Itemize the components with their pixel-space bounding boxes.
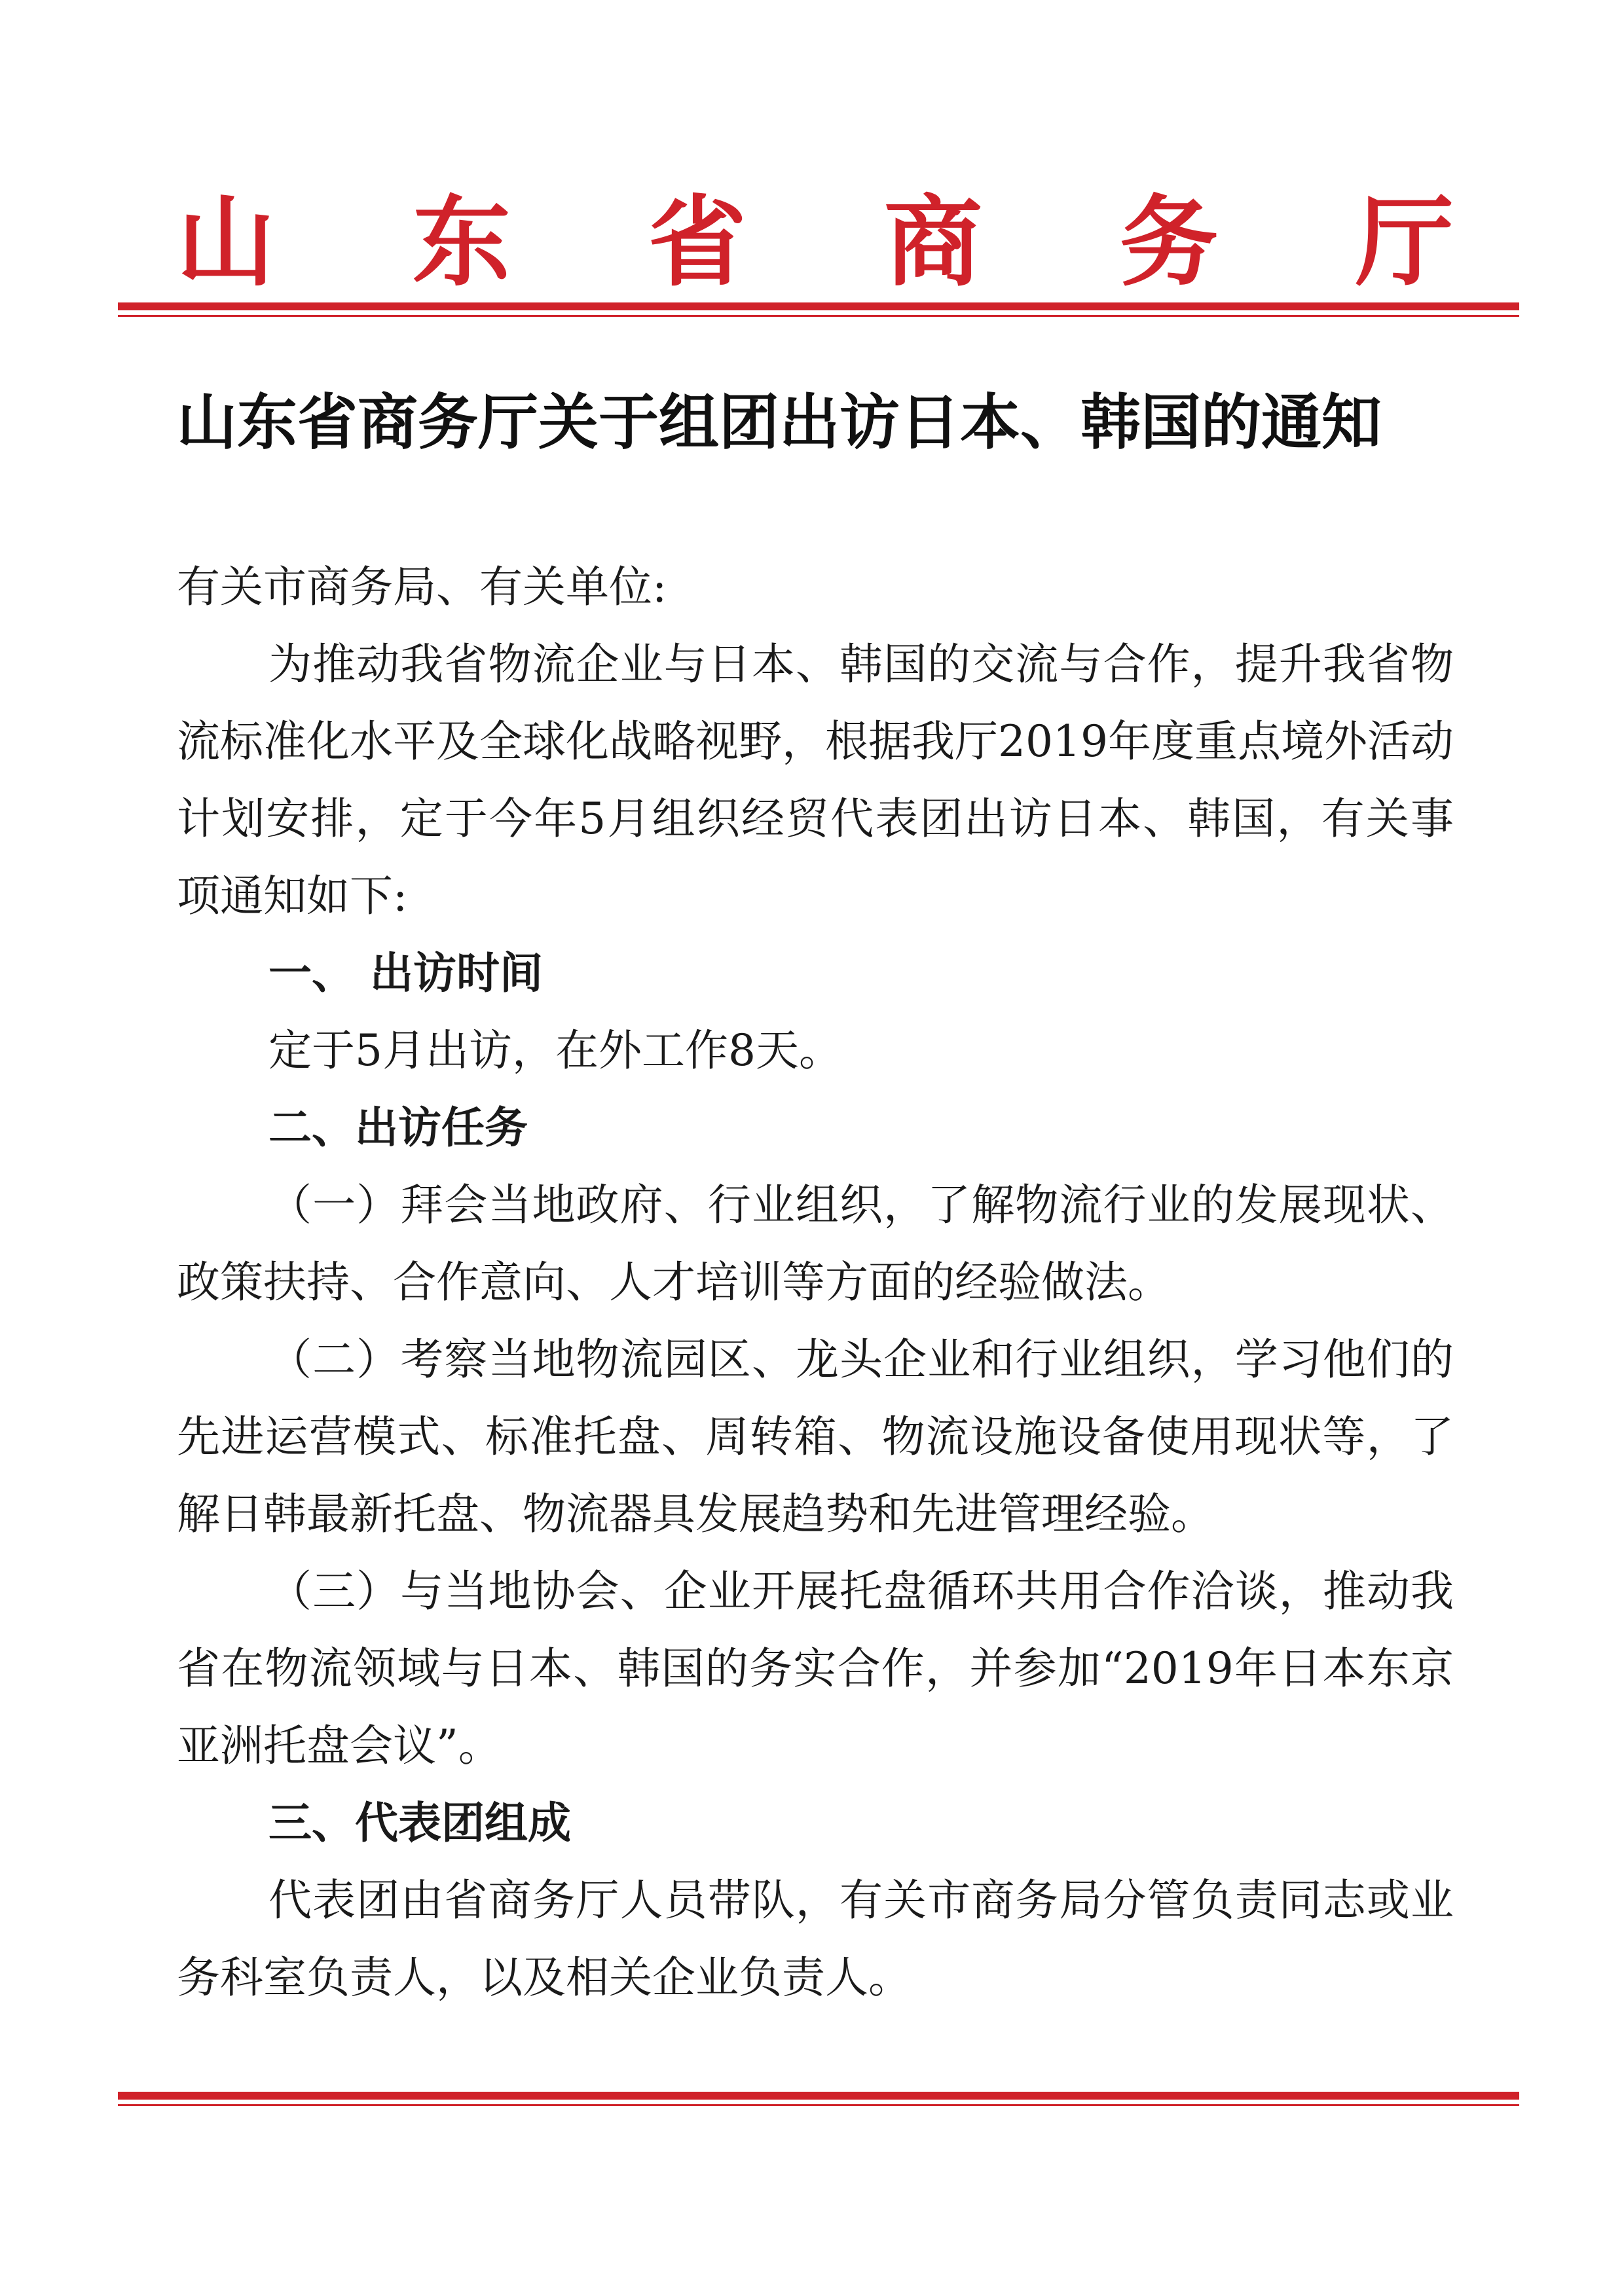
masthead-char: 务 — [1119, 185, 1218, 300]
salutation: 有关市商务局、有关单位: — [177, 562, 667, 612]
document-title: 山东省商务厅关于组团出访日本、韩国的通知 — [177, 387, 1382, 458]
section-heading: 一、 出访时间 — [268, 948, 543, 998]
section-paragraph: 定于5月出访，在外工作8天。 — [268, 1025, 842, 1076]
section-paragraph: （三）与当地协会、企业开展托盘循环共用合作洽谈，推动我省在物流领域与日本、韩国的务实合作，并参加“2019年日本东京亚洲托盘会议”。 — [177, 1566, 1454, 1771]
header-divider-thick — [118, 302, 1519, 310]
section-heading: 三、代表团组成 — [268, 1798, 571, 1848]
section-paragraph: （二）考察当地物流园区、龙头企业和行业组织，学习他们的先进运营模式、标准托盘、周转箱、物流设施设备使用现状等，了解日韩最新托盘、物流器具发展趋势和先进管理经验。 — [177, 1334, 1454, 1539]
masthead-char: 山 — [177, 185, 276, 300]
section-paragraph: 代表团由省商务厅人员带队，有关市商务局分管负责同志或业务科室负责人，以及相关企业负责人。 — [177, 1875, 1454, 2003]
footer-divider-thick — [118, 2092, 1519, 2100]
letterhead-masthead — [177, 177, 1454, 308]
section-paragraph: （一）拜会当地政府、行业组织，了解物流行业的发展现状、政策扶持、合作意向、人才培训等方面的经验做法。 — [177, 1180, 1454, 1307]
masthead-char: 厅 — [1355, 185, 1454, 300]
footer-divider — [118, 2092, 1519, 2106]
masthead-char: 商 — [883, 185, 982, 300]
intro-paragraph: 为推动我省物流企业与日本、韩国的交流与合作，提升我省物流标准化水平及全球化战略视野，根据我厅2019年度重点境外活动计划安排，定于今年5月组织经贸代表团出访日本、韩国，有关事项通知如下: — [177, 639, 1454, 921]
masthead-char: 东 — [412, 185, 511, 300]
masthead-char: 省 — [648, 185, 747, 300]
header-divider-thin — [118, 315, 1519, 317]
document-body — [177, 549, 1454, 2016]
section-heading: 二、出访任务 — [268, 1102, 528, 1153]
footer-divider-thin — [118, 2104, 1519, 2106]
header-divider — [118, 302, 1519, 317]
